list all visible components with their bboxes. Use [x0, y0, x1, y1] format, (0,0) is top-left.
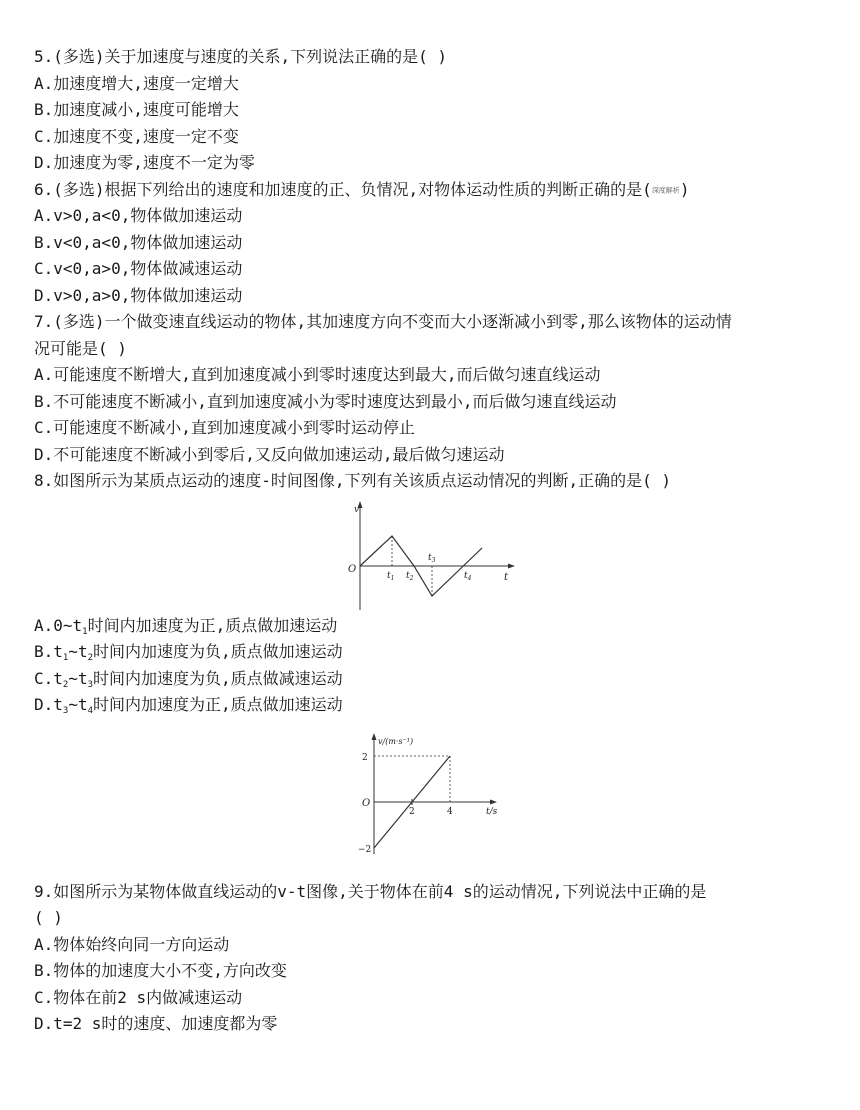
q7-option-a: A.可能速度不断增大,直到加速度减小到零时速度达到最大,而后做匀速直线运动	[34, 365, 601, 384]
fig2-v-arrow	[372, 733, 377, 740]
q8-option-c: $C.t_2\sim t_3$时间内加速度为负,质点做减速运动	[34, 668, 343, 690]
fig2-v-label: v/(m·s⁻¹)	[378, 737, 414, 746]
q5-option-b: B.加速度减小,速度可能增大	[34, 100, 239, 119]
fig1-t1-label: $t_1$	[387, 571, 395, 582]
q7-option-d: D.不可能速度不断减小到零后,又反向做加速运动,最后做匀速运动	[34, 444, 505, 464]
question-8-stem: 8.如图所示为某质点运动的速度-时间图像,下列有关该质点运动情况的判断,正确的是( )	[34, 471, 672, 490]
q5-option-a: A.加速度增大,速度一定增大	[34, 73, 239, 93]
question-5-stem: 5.(多选)关于加速度与速度的关系,下列说法正确的是( )	[34, 47, 448, 66]
question-9-stem: 9.如图所示为某物体做直线运动的v-t图像,关于物体在前4 s的运动情况,下列说法中正确的是	[34, 881, 707, 901]
q9-option-d: D.t=2 s时的速度、加速度都为零	[34, 1014, 278, 1033]
q5-option-d: D.加速度为零,速度不一定为零	[34, 153, 255, 172]
fig1-origin-label: O	[348, 564, 357, 575]
fig1-t4-label: $t_4$	[464, 571, 472, 582]
fig1-t3-label: $t_3$	[428, 553, 436, 564]
fig1-t-label: t	[504, 572, 509, 583]
q9-option-b: B.物体的加速度大小不变,方向改变	[34, 961, 287, 980]
q6-option-d: D.v>0,a>0,物体做加速运动	[34, 285, 243, 305]
q6-option-b: B.v<0,a<0,物体做加速运动	[34, 232, 243, 252]
question-9-stem-line2: ( )	[34, 908, 63, 927]
fig1-t2-label: $t_2$	[406, 571, 414, 582]
q8-option-a: $A.0\sim t_1$时间内加速度为正,质点做加速运动	[34, 615, 338, 637]
q7-option-b: B.不可能速度不断减小,直到加速度减小为零时速度达到最小,而后做匀速直线运动	[34, 391, 617, 411]
fig2-x-tick-4: 4	[447, 807, 453, 817]
question-6-stem: 6.(多选)根据下列给出的速度和加速度的正、负情况,对物体运动性质的判断正确的是(深度解析)	[34, 179, 690, 199]
depth-analysis-note: 深度解析	[651, 185, 680, 194]
fig2-y-top-label: 2	[362, 753, 368, 763]
figure-1-vt-graph	[340, 498, 520, 618]
figure-2-vt-graph	[330, 730, 510, 860]
question-7-stem-line2: 况可能是( )	[34, 338, 127, 358]
q7-option-c: C.可能速度不断减小,直到加速度减小到零时运动停止	[34, 418, 415, 437]
fig2-x-tick-2: 2	[409, 807, 415, 817]
fig1-v-label: v	[354, 505, 360, 515]
fig2-y-bottom-label: −2	[358, 845, 372, 855]
q8-option-d: $D.t_3\sim t_4$时间内加速度为正,质点做加速运动	[34, 695, 343, 716]
fig2-t-arrow	[490, 800, 497, 805]
q5-option-c: C.加速度不变,速度一定不变	[34, 126, 239, 146]
q9-option-a: A.物体始终向同一方向运动	[34, 934, 230, 954]
question-7-stem-line1: 7.(多选)一个做变速直线运动的物体,其加速度方向不变而大小逐渐减小到零,那么该物体的运动情	[34, 312, 732, 331]
fig1-t-arrow	[508, 564, 515, 569]
fig2-t-label: t/s	[486, 807, 498, 817]
q6-option-c: C.v<0,a>0,物体做减速运动	[34, 259, 243, 278]
q8-option-b: $B.t_1\sim t_2$时间内加速度为负,质点做加速运动	[34, 642, 343, 663]
fig2-origin-label: O	[362, 798, 371, 809]
q6-option-a: A.v>0,a<0,物体做加速运动	[34, 206, 243, 225]
q9-option-c: C.物体在前2 s内做减速运动	[34, 987, 243, 1007]
